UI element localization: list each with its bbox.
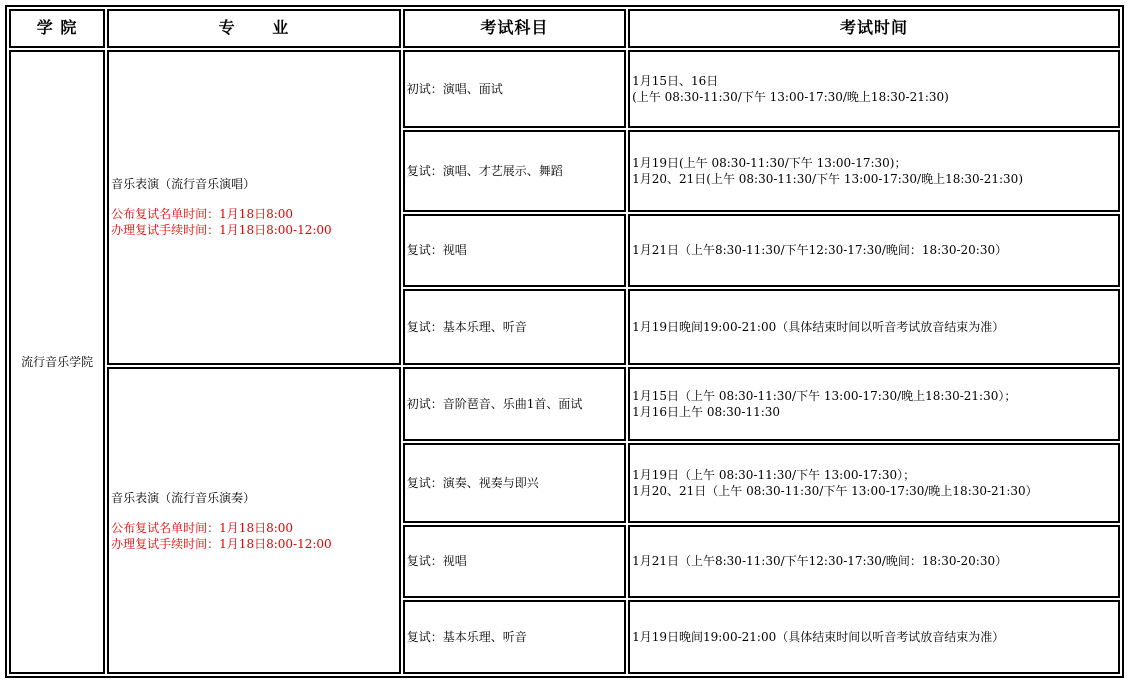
notice-procedure-time: 办理复试手续时间：1月18日8:00-12:00 xyxy=(111,536,332,551)
time-line: 1月19日(上午 08:30-11:30/下午 13:00-17:30)； xyxy=(632,155,907,170)
subject-cell: 复试：演奏、视奏与即兴 xyxy=(403,443,626,523)
table-row xyxy=(9,50,1120,128)
header-subject: 考试科目 xyxy=(403,9,626,48)
subject-cell: 初试：音阶琶音、乐曲1首、面试 xyxy=(403,367,626,441)
time-cell: 1月21日（上午8:30-11:30/下午12:30-17:30/晚间：18:30-20:30） xyxy=(628,525,1120,599)
time-line: (上午 08:30-11:30/下午 13:00-17:30/晚上18:30-21:30) xyxy=(632,89,949,104)
time-cell: 1月19日晚间19:00-21:00（具体结束时间以听音考试放音结束为准） xyxy=(628,289,1120,365)
subject-cell: 初试：演唱、面试 xyxy=(403,50,626,128)
time-cell xyxy=(628,443,1120,523)
subject-cell: 复试：基本乐理、听音 xyxy=(403,600,626,674)
major-cell xyxy=(107,367,401,674)
time-line: 1月19日（上午 08:30-11:30/下午 13:00-17:30）； xyxy=(632,467,916,482)
header-time: 考试时间 xyxy=(628,9,1120,48)
time-line: 1月20、21日（上午 08:30-11:30/下午 13:00-17:30/晚上18:30-21:30） xyxy=(632,483,1038,498)
subject-cell: 复试：视唱 xyxy=(403,214,626,288)
header-college: 学 院 xyxy=(9,9,105,48)
exam-schedule-table xyxy=(5,5,1124,678)
subject-cell: 复试：基本乐理、听音 xyxy=(403,289,626,365)
subject-cell: 复试：演唱、才艺展示、舞蹈 xyxy=(403,130,626,212)
time-line: 1月15日（上午 08:30-11:30/下午 13:00-17:30/晚上18:30-21:30）； xyxy=(632,388,1017,403)
table-row xyxy=(9,367,1120,441)
major-cell xyxy=(107,50,401,365)
major-name: 音乐表演（流行音乐演奏） xyxy=(111,490,256,505)
time-cell xyxy=(628,50,1120,128)
time-line: 1月16日上午 08:30-11:30 xyxy=(632,404,781,419)
time-line: 1月20、21日(上午 08:30-11:30/下午 13:00-17:30/晚上18:30-21:30) xyxy=(632,171,1024,186)
header-row xyxy=(9,9,1120,48)
time-line: 1月15日、16日 xyxy=(632,73,719,88)
time-cell xyxy=(628,130,1120,212)
header-major: 专 业 xyxy=(107,9,401,48)
subject-cell: 复试：视唱 xyxy=(403,525,626,599)
notice-list-time: 公布复试名单时间：1月18日8:00 xyxy=(111,520,294,535)
time-cell xyxy=(628,367,1120,441)
notice-procedure-time: 办理复试手续时间：1月18日8:00-12:00 xyxy=(111,223,332,238)
time-cell: 1月21日（上午8:30-11:30/下午12:30-17:30/晚间：18:30-20:30） xyxy=(628,214,1120,288)
time-cell: 1月19日晚间19:00-21:00（具体结束时间以听音考试放音结束为准） xyxy=(628,600,1120,674)
college-cell: 流行音乐学院 xyxy=(9,50,105,674)
notice-list-time: 公布复试名单时间：1月18日8:00 xyxy=(111,207,294,222)
major-name: 音乐表演（流行音乐演唱） xyxy=(111,177,256,192)
